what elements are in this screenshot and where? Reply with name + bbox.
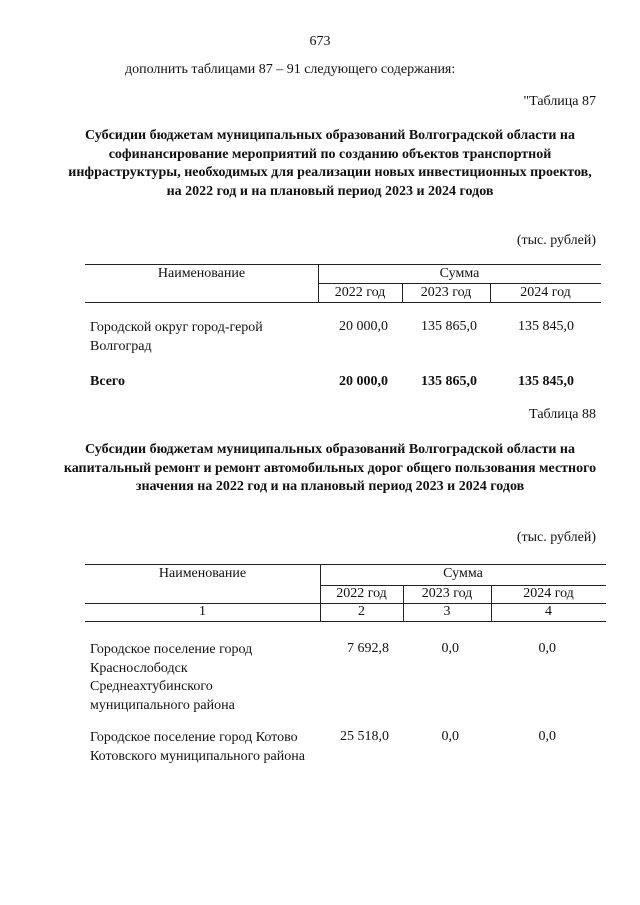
table-88-colnum-3: 3	[443, 604, 451, 619]
row-value-2023: 0,0	[441, 729, 459, 744]
row-value-2024: 135 845,0	[518, 319, 574, 334]
total-value-2024: 135 845,0	[518, 374, 574, 389]
table-87-sum-line	[318, 283, 601, 284]
table-87-units: (тыс. рублей)	[516, 233, 596, 248]
table-88-header-2023: 2023 год	[421, 586, 473, 601]
page-number: 673	[309, 34, 331, 49]
row-value-2024: 0,0	[538, 729, 556, 744]
table-88-numbers-bottom	[85, 621, 606, 622]
table-87-header-bottom	[85, 302, 601, 303]
table-88-colnum-1: 1	[199, 604, 206, 619]
row-value-2022: 7 692,8	[347, 641, 389, 656]
total-value-2023: 135 865,0	[421, 374, 477, 389]
table-88-header-2024: 2024 год	[523, 586, 574, 601]
table-87-header-name: Наименование	[157, 266, 246, 281]
total-value-2022: 20 000,0	[339, 374, 388, 389]
table-88-units: (тыс. рублей)	[516, 530, 596, 545]
table-87-label: "Таблица 87	[523, 94, 596, 109]
row-name: Городской округ город-герой Волгоград	[90, 320, 263, 354]
table-88-header-name: Наименование	[158, 566, 247, 581]
row-value-2022: 25 518,0	[340, 729, 389, 744]
row-value-2024: 0,0	[538, 641, 556, 656]
intro-text: дополнить таблицами 87 – 91 следующего содержания:	[125, 62, 456, 77]
table-88-header-2022: 2022 год	[336, 586, 387, 601]
table-88-colnum-2: 2	[358, 604, 365, 619]
table-87-header-sum: Сумма	[439, 266, 480, 281]
table-88-header-sum: Сумма	[443, 566, 483, 581]
table-88-colnum-4: 4	[545, 604, 552, 619]
table-87-header-2024: 2024 год	[520, 285, 571, 300]
row-value-2022: 20 000,0	[339, 319, 388, 334]
table-87-header-2022: 2022 год	[334, 285, 386, 300]
table-87-top-border	[85, 264, 601, 265]
row-name: Городское поселение город Краснослободск Среднеахтубинского муниципального района	[90, 642, 253, 713]
row-value-2023: 135 865,0	[421, 319, 477, 334]
row-value-2023: 0,0	[441, 641, 459, 656]
table-88-title: Субсидии бюджетам муниципальных образований Волгоградской области на капитальный ремонт и ремонт автомобильных дорог общего пользования местного значения на 2022 год и на плановый период 2023 и 2024 годов	[63, 442, 597, 494]
table-87-header-2023: 2023 год	[420, 285, 472, 300]
table-88-top-border	[85, 564, 606, 565]
total-label: Всего	[90, 374, 125, 389]
table-88-label: Таблица 88	[529, 407, 596, 422]
row-name: Городское поселение город Котово Котовского муниципального района	[90, 730, 305, 764]
table-87-title: Субсидии бюджетам муниципальных образований Волгоградской области на софинансирование мероприятий по созданию объектов транспортной инфраструктуры, необходимых для реализации новых инвестиционных проектов, на 2022 год и на плановый период 2023 и 2024 годов	[68, 128, 592, 199]
